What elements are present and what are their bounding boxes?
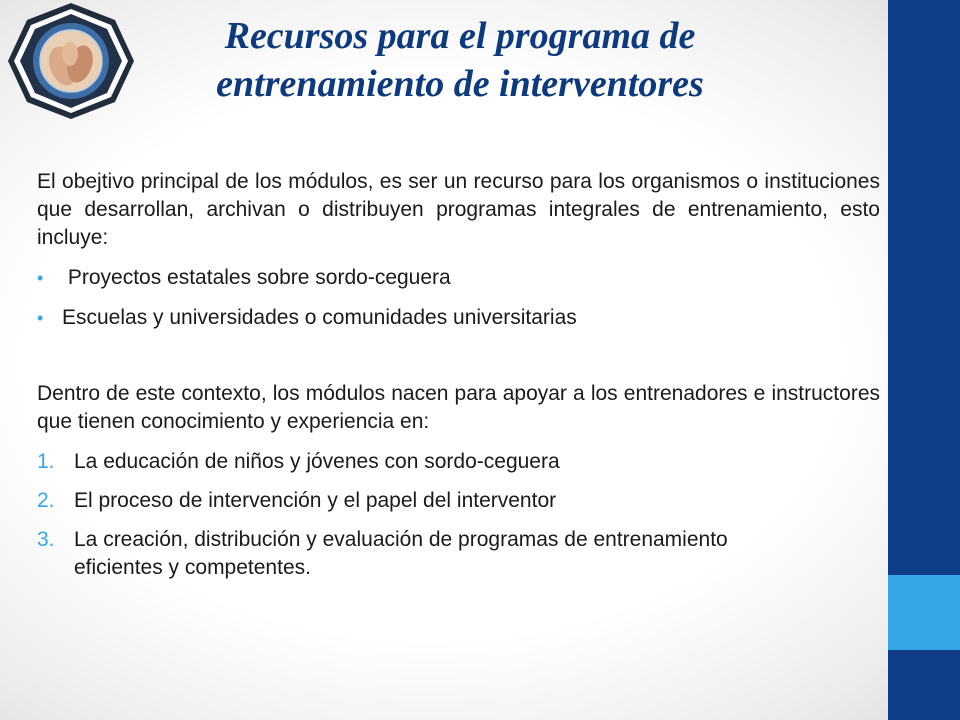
bullet-dot-icon: • (37, 268, 44, 288)
bullet-item (37, 264, 880, 292)
bullet-text: Escuelas y universidades o comunidades universitarias (62, 306, 577, 329)
bullet-dot-icon: • (37, 308, 44, 328)
intro-paragraph: El obejtivo principal de los módulos, es ser un recurso para los organismos o instituciones que desarrollan, archivan o distribuyen programas integrales de entrenamiento, esto incluye: (37, 170, 880, 249)
bullet-item (37, 304, 880, 332)
item-number: 3. (37, 528, 55, 551)
numbered-item (37, 448, 880, 476)
bullet-text: Proyectos estatales sobre sordo-ceguera (62, 266, 451, 289)
title-line-1: Recursos para el programa de (224, 15, 696, 57)
numbered-item (37, 526, 880, 582)
numbered-list (37, 448, 880, 582)
title-line-2: entrenamiento de interventores (216, 63, 704, 105)
context-paragraph: Dentro de este contexto, los módulos nacen para apoyar a los entrenadores e instructores que tienen conocimiento y experiencia en: (37, 382, 880, 433)
item-number: 1. (37, 450, 55, 473)
sidebar-light-band (888, 575, 960, 650)
item-text: El proceso de intervención y el papel del interventor (74, 489, 557, 512)
sidebar-bottom-band (888, 650, 960, 720)
slide-title (110, 12, 810, 108)
item-text: La educación de niños y jóvenes con sordo-ceguera (74, 450, 560, 473)
slide-body (37, 168, 880, 582)
sidebar-dark-band (888, 0, 960, 575)
item-number: 2. (37, 489, 55, 512)
bullet-list (37, 264, 880, 332)
numbered-item (37, 487, 880, 515)
item-text: La creación, distribución y evaluación de programas de entrenamiento eficientes y competentes. (74, 528, 728, 579)
